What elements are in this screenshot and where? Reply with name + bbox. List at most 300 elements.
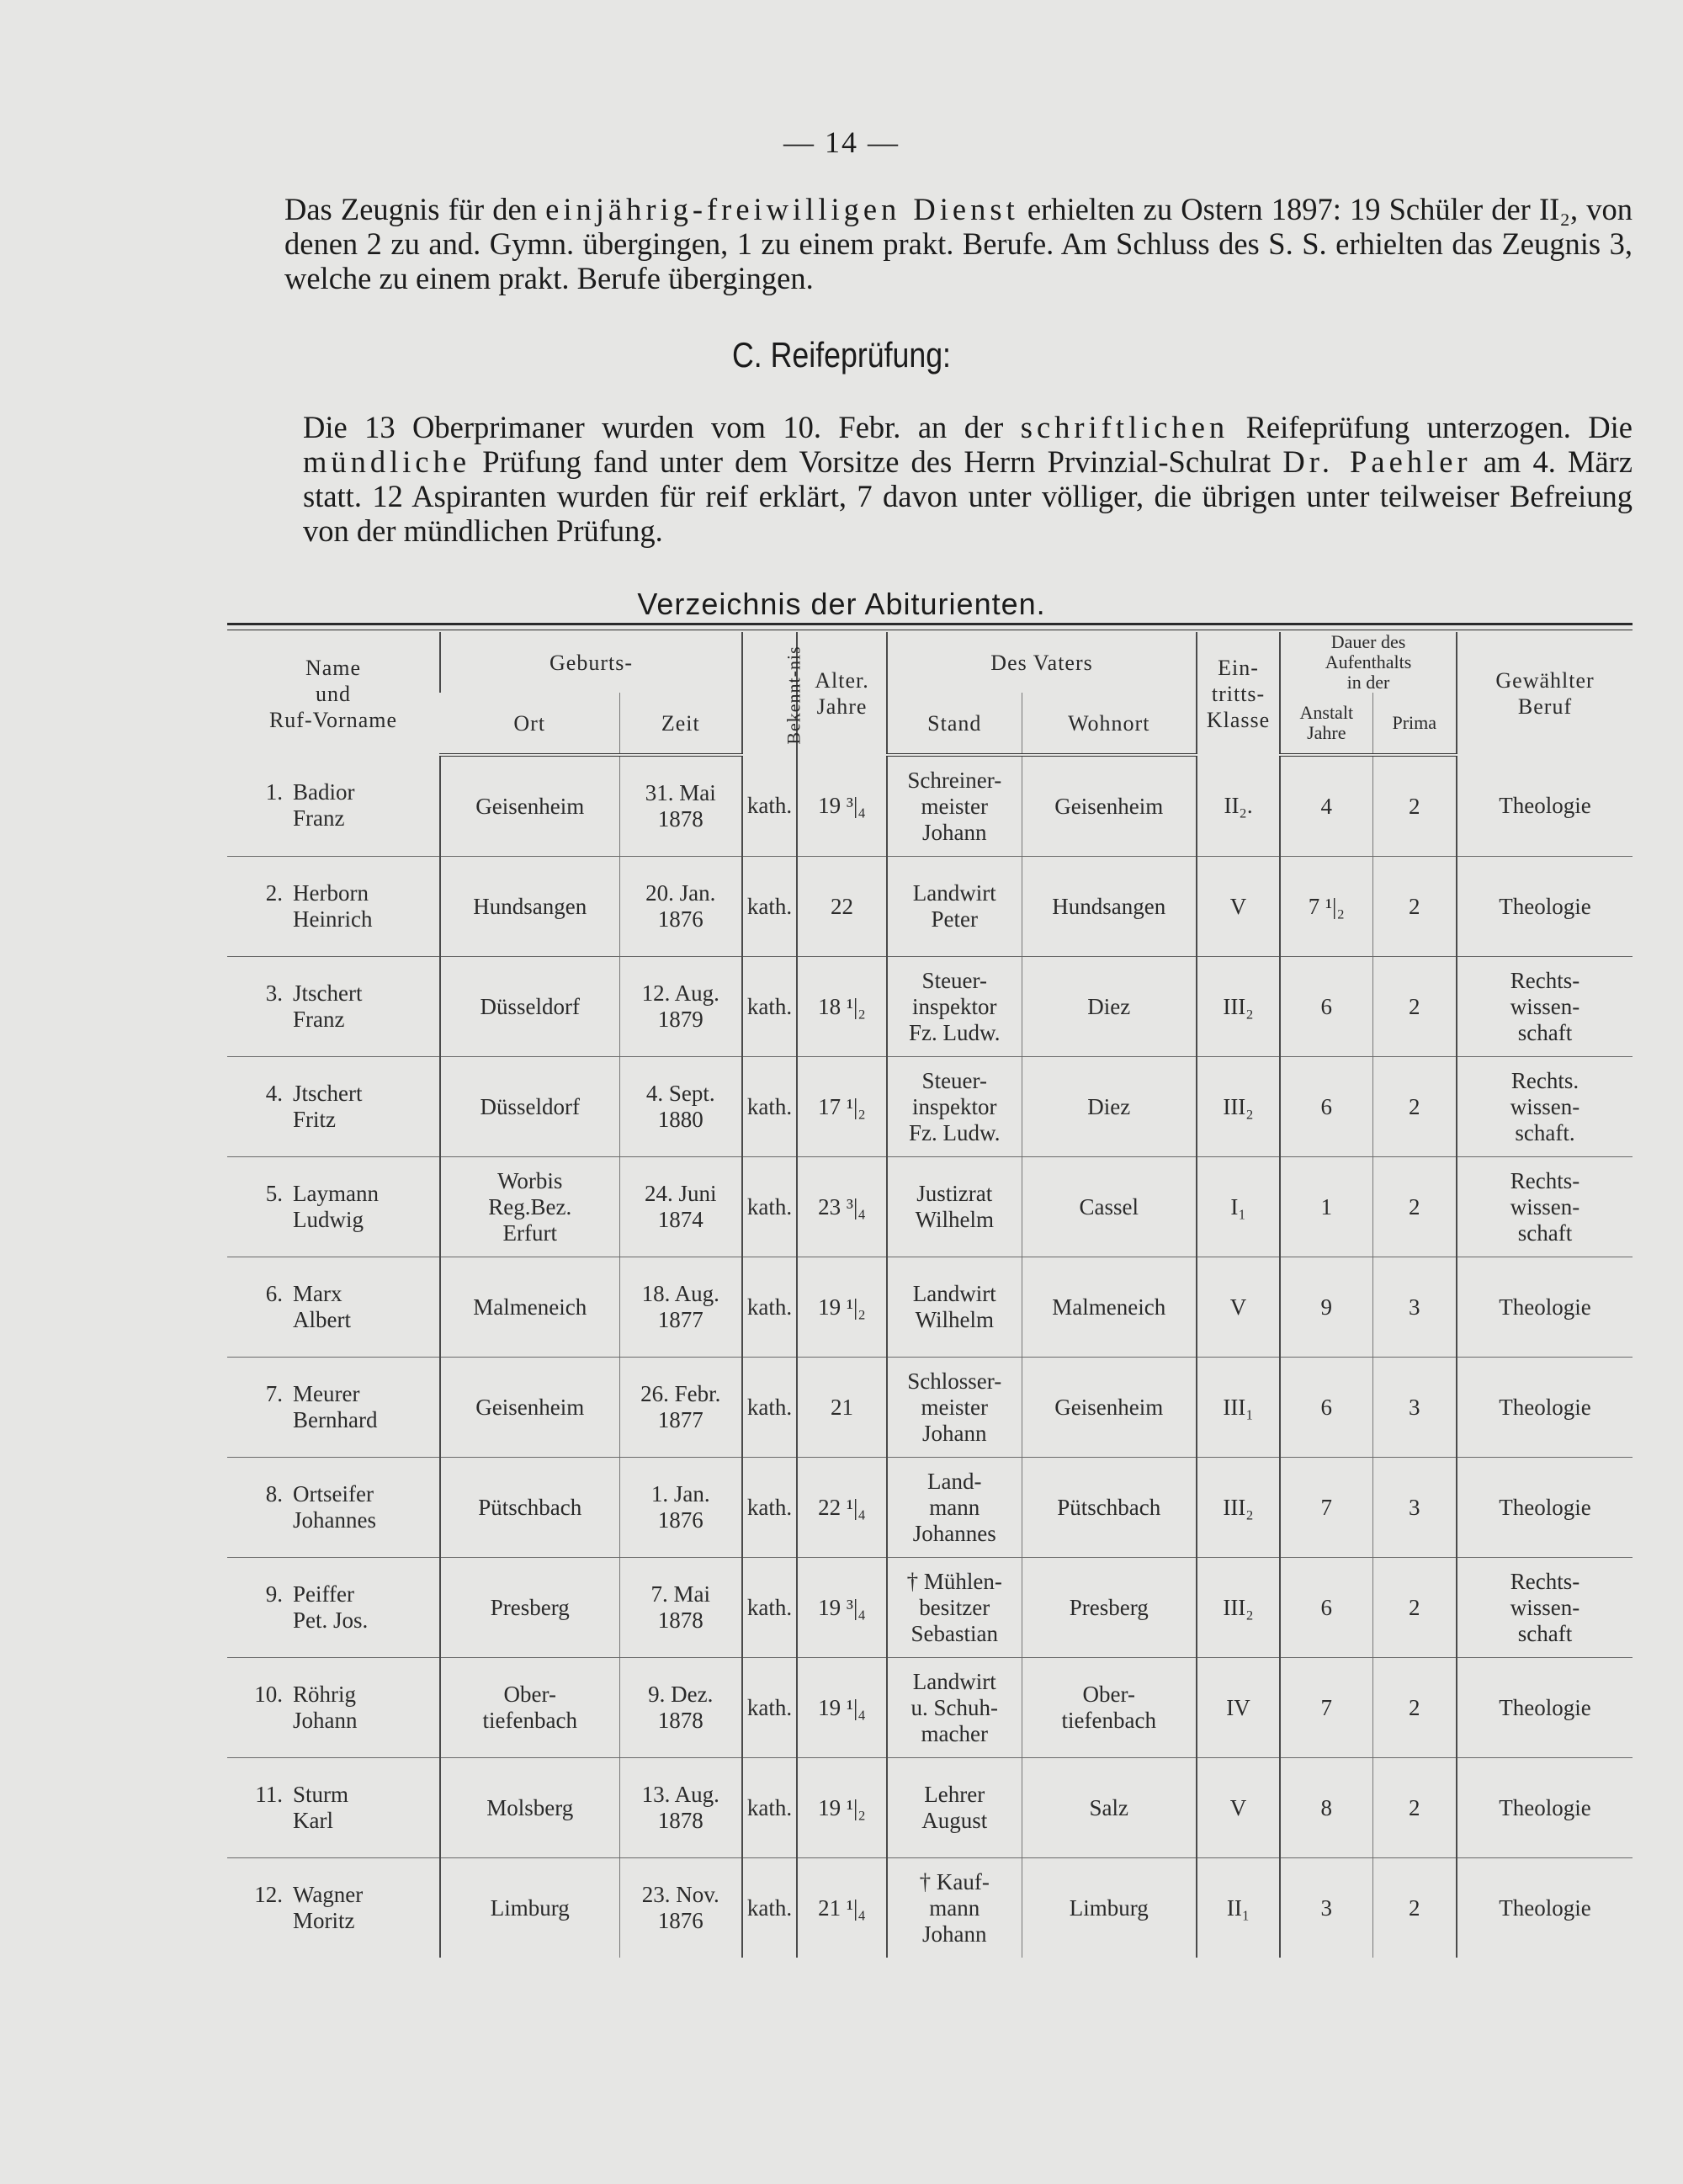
birth-place-line: Molsberg (486, 1794, 574, 1820)
chosen-profession (1457, 1758, 1633, 1858)
father-residence-line: Geisenheim (1054, 793, 1164, 819)
entry-class: V (1197, 1758, 1280, 1858)
intro-text-spaced: einjährig-freiwilligen Dienst (545, 192, 1019, 226)
student-surname: Badior (293, 779, 355, 805)
birth-date (619, 957, 742, 1057)
father-occupation-line: † Kauf- (919, 1868, 990, 1894)
table-row (227, 857, 1633, 957)
father-residence (1022, 957, 1197, 1057)
birth-date (619, 1358, 742, 1458)
birth-place (440, 857, 619, 957)
birth-place (440, 957, 619, 1057)
years-prima: 2 (1372, 1658, 1457, 1758)
father-residence-line: Ober- (1082, 1682, 1135, 1707)
age: 19 ¹|₄ (797, 1658, 887, 1758)
student-surname: Sturm (293, 1782, 349, 1807)
father-residence-line: Hundsangen (1052, 893, 1166, 919)
years-school: 6 (1280, 1558, 1372, 1658)
age: 22 (797, 857, 887, 957)
entry-class: III₂ (1197, 1558, 1280, 1658)
birth-date (619, 1558, 742, 1658)
student-surname: Meurer (293, 1381, 360, 1406)
header-alter (797, 632, 887, 755)
years-school: 6 (1280, 957, 1372, 1057)
birth-date (619, 1057, 742, 1157)
father-residence-line: tiefenbach (1061, 1708, 1156, 1733)
student-number: 7. (265, 1381, 283, 1406)
student-firstname: Johann (293, 1708, 358, 1733)
chosen-profession (1457, 1057, 1633, 1157)
age: 18 ¹|₂ (797, 957, 887, 1057)
chosen-profession (1457, 1157, 1633, 1257)
confession: kath. (742, 957, 797, 1057)
birth-place (440, 1157, 619, 1257)
header-alter-line-1: Alter. (815, 668, 869, 693)
birth-place-line: Düsseldorf (480, 1093, 580, 1119)
student-surname: Jtschert (293, 980, 363, 1006)
father-residence-line: Salz (1089, 1794, 1129, 1820)
exam-text-2: Reifeprüfung unterzogen. Die (1229, 410, 1633, 444)
father-occupation-line: macher (921, 1720, 988, 1746)
student-number: 3. (265, 980, 283, 1006)
birth-place-line: Reg.Bez. (488, 1193, 572, 1220)
birth-date-line: 1878 (657, 1708, 703, 1733)
header-ort: Ort (440, 693, 619, 755)
father-occupation-line: Lehrer (924, 1782, 985, 1807)
birth-date-line: 12. Aug. (641, 980, 719, 1006)
father-occupation (887, 1458, 1022, 1558)
header-stand: Stand (887, 693, 1022, 755)
age: 19 ¹|₂ (797, 1257, 887, 1358)
student-firstname: Pet. Jos. (293, 1607, 369, 1633)
birth-date-line: 7. Mai (650, 1581, 710, 1607)
father-occupation-line: u. Schuh- (911, 1694, 999, 1720)
father-residence (1022, 1858, 1197, 1958)
student-name-cell (227, 1858, 440, 1958)
years-prima: 3 (1372, 1358, 1457, 1458)
student-surname: Ortseifer (293, 1481, 374, 1506)
table-top-rule (227, 623, 1633, 625)
years-prima: 3 (1372, 1257, 1457, 1358)
entry-class: IV (1197, 1658, 1280, 1758)
birth-place-line: Worbis (497, 1167, 563, 1193)
student-name-cell (227, 1558, 440, 1658)
father-residence-line: Geisenheim (1054, 1394, 1164, 1420)
confession: kath. (742, 1157, 797, 1257)
father-residence (1022, 1458, 1197, 1558)
birth-date-line: 1877 (657, 1407, 703, 1432)
birth-date-line: 13. Aug. (641, 1782, 719, 1807)
section-heading: C. Reifeprüfung: (732, 335, 951, 375)
student-firstname: Ludwig (293, 1207, 364, 1232)
student-number: 11. (255, 1782, 283, 1807)
intro-text-a: Das Zeugnis für den (284, 192, 546, 226)
chosen-profession-line: Rechts- (1510, 967, 1580, 993)
confession: kath. (742, 1358, 797, 1458)
chosen-profession-line: Theologie (1499, 1794, 1591, 1820)
chosen-profession (1457, 1558, 1633, 1658)
father-occupation-line: mann (929, 1494, 980, 1520)
student-name-cell (227, 1758, 440, 1858)
chosen-profession (1457, 1458, 1633, 1558)
father-occupation (887, 1558, 1022, 1658)
father-occupation-line: besitzer (919, 1594, 990, 1620)
father-occupation (887, 1758, 1022, 1858)
birth-date-line: 1876 (657, 906, 703, 932)
student-firstname: Heinrich (293, 906, 373, 932)
father-occupation (887, 1858, 1022, 1958)
header-jahre-text: Jahre (1307, 722, 1346, 743)
confession: kath. (742, 755, 797, 857)
student-surname: Röhrig (293, 1682, 357, 1707)
father-residence-line: Pütschbach (1057, 1494, 1161, 1520)
father-occupation-line: Peter (931, 906, 978, 932)
entry-class: III₂ (1197, 957, 1280, 1057)
student-surname: Marx (293, 1281, 342, 1306)
student-number: 6. (265, 1281, 283, 1306)
chosen-profession-line: schaft (1517, 1220, 1573, 1246)
father-occupation-line: Landwirt (912, 1281, 996, 1306)
birth-date (619, 1257, 742, 1358)
chosen-profession-line: wissen- (1510, 1193, 1580, 1220)
father-occupation-line: Steuer- (921, 967, 987, 993)
table-row (227, 1257, 1633, 1358)
header-eintritt (1197, 632, 1280, 755)
student-number: 12. (254, 1882, 283, 1907)
father-occupation-line: Justizrat (916, 1181, 993, 1206)
chosen-profession-line: wissen- (1510, 1594, 1580, 1620)
header-name-line-3: Ruf-Vorname (268, 707, 398, 732)
age: 21 ¹|₄ (797, 1858, 887, 1958)
header-bekenntnis-text: Bekennt-nis (783, 645, 804, 745)
years-prima: 2 (1372, 957, 1457, 1057)
birth-place (440, 1358, 619, 1458)
header-name-line-2: und (316, 681, 351, 706)
years-prima: 2 (1372, 857, 1457, 957)
header-eintritt-line-1: Ein- (1218, 655, 1259, 680)
intro-paragraph (284, 192, 1633, 295)
years-prima: 3 (1372, 1458, 1457, 1558)
father-occupation-line: Wilhelm (915, 1207, 994, 1232)
student-name-cell (227, 857, 440, 957)
birth-date-line: 1877 (657, 1307, 703, 1332)
birth-date (619, 1858, 742, 1958)
confession: kath. (742, 1758, 797, 1858)
birth-date-line: 1. Jan. (650, 1481, 710, 1506)
years-prima: 2 (1372, 1057, 1457, 1157)
table-title: Verzeichnis der Abiturienten. (637, 587, 1046, 621)
header-vater: Des Vaters (887, 632, 1197, 693)
student-firstname: Albert (293, 1307, 351, 1332)
confession: kath. (742, 857, 797, 957)
chosen-profession (1457, 1858, 1633, 1958)
header-bekenntnis (742, 632, 804, 755)
abiturienten-table (227, 632, 1633, 1958)
birth-date-line: 1878 (657, 806, 703, 832)
father-occupation-line: Landwirt (912, 880, 996, 906)
student-number: 8. (265, 1481, 283, 1506)
father-occupation-line: Sebastian (911, 1620, 998, 1646)
header-anstalt-text: Anstalt (1299, 702, 1354, 723)
years-prima: 2 (1372, 1558, 1457, 1658)
birth-place-line: Limburg (490, 1894, 570, 1921)
father-occupation (887, 1157, 1022, 1257)
chosen-profession (1457, 857, 1633, 957)
table-row (227, 1157, 1633, 1257)
father-occupation (887, 857, 1022, 957)
entry-class: I₁ (1197, 1157, 1280, 1257)
student-number: 1. (265, 779, 283, 805)
father-residence-line: Diez (1087, 993, 1131, 1019)
exam-text-4: am 4. März statt. 12 Aspiranten wurden für reif erklärt, 7 davon unter völliger, die übrigen unter teilweiser Befreiung von der mündlichen Prüfung. (303, 444, 1633, 548)
entry-class: III₂ (1197, 1057, 1280, 1157)
header-alter-line-2: Jahre (816, 694, 868, 719)
table-row (227, 1758, 1633, 1858)
birth-place (440, 1858, 619, 1958)
years-school: 3 (1280, 1858, 1372, 1958)
exam-text-2-spaced: mündliche (303, 444, 471, 479)
header-prima: Prima (1372, 693, 1457, 755)
birth-date-line: 1880 (657, 1107, 703, 1132)
father-residence (1022, 1758, 1197, 1858)
entry-class: III₂ (1197, 1458, 1280, 1558)
birth-date-line: 1878 (657, 1607, 703, 1633)
table-row (227, 1057, 1633, 1157)
header-beruf (1457, 632, 1633, 755)
header-name (227, 632, 440, 755)
confession: kath. (742, 1057, 797, 1157)
years-school: 6 (1280, 1057, 1372, 1157)
birth-place-line: Ober- (503, 1682, 556, 1707)
student-firstname: Karl (293, 1808, 333, 1833)
student-surname: Wagner (293, 1882, 364, 1907)
table-row (227, 1858, 1633, 1958)
chosen-profession (1457, 1358, 1633, 1458)
birth-date (619, 1458, 742, 1558)
chosen-profession (1457, 1257, 1633, 1358)
father-occupation-line: Landwirt (912, 1668, 996, 1694)
exam-text-3: Prüfung fand unter dem Vorsitze des Herrn Prvinzial-Schulrat (470, 444, 1283, 479)
student-number: 5. (265, 1181, 283, 1206)
birth-date-line: 26. Febr. (640, 1381, 721, 1406)
student-number: 2. (265, 880, 283, 906)
birth-date-line: 24. Juni (645, 1181, 717, 1206)
student-firstname: Johannes (293, 1507, 376, 1533)
entry-class: II₂. (1197, 755, 1280, 857)
header-anstalt (1280, 693, 1372, 755)
student-firstname: Franz (293, 805, 345, 831)
header-beruf-line-2: Beruf (1517, 694, 1573, 719)
header-dauer-line-3: in der (1346, 672, 1390, 693)
table-row (227, 1458, 1633, 1558)
chosen-profession-line: Theologie (1499, 893, 1591, 919)
student-number: 4. (265, 1081, 283, 1106)
father-occupation-line: Land- (927, 1468, 982, 1494)
entry-class: III₁ (1197, 1358, 1280, 1458)
exam-text-1: Die 13 Oberprimaner wurden vom 10. Febr. an der (303, 410, 1021, 444)
chosen-profession-line: Theologie (1499, 1494, 1591, 1520)
birth-date-line: 1878 (657, 1808, 703, 1833)
birth-date (619, 1658, 742, 1758)
table-row (227, 957, 1633, 1057)
birth-date (619, 755, 742, 857)
birth-place-line: tiefenbach (482, 1708, 577, 1733)
father-occupation-line: Steuer- (921, 1067, 987, 1093)
father-occupation-line: Wilhelm (915, 1307, 994, 1332)
father-residence-line: Presberg (1069, 1594, 1149, 1620)
entry-class: V (1197, 857, 1280, 957)
header-beruf-line-1: Gewählter (1495, 668, 1595, 693)
birth-place-line: Pütschbach (478, 1494, 582, 1520)
header-eintritt-line-3: Klasse (1206, 707, 1271, 732)
years-school: 4 (1280, 755, 1372, 857)
father-residence (1022, 1558, 1197, 1658)
student-name-cell (227, 1157, 440, 1257)
father-occupation-line: Johann (922, 819, 987, 845)
student-name-cell (227, 1358, 440, 1458)
entry-class: II₁ (1197, 1858, 1280, 1958)
chosen-profession-line: schaft (1517, 1620, 1573, 1646)
father-occupation (887, 1358, 1022, 1458)
birth-place-line: Presberg (490, 1594, 570, 1620)
father-occupation (887, 957, 1022, 1057)
student-surname: Laymann (293, 1181, 379, 1206)
father-residence-line: Limburg (1069, 1894, 1149, 1921)
confession: kath. (742, 1558, 797, 1658)
father-occupation-line: meister (921, 793, 988, 819)
table-row (227, 1658, 1633, 1758)
student-name-cell (227, 957, 440, 1057)
student-firstname: Moritz (293, 1908, 355, 1933)
father-occupation (887, 1658, 1022, 1758)
birth-place-line: Malmeneich (473, 1294, 587, 1320)
header-dauer-line-1: Dauer des (1330, 631, 1406, 652)
birth-place-line: Erfurt (502, 1220, 557, 1246)
chosen-profession-line: Theologie (1499, 1294, 1591, 1320)
chosen-profession (1457, 957, 1633, 1057)
birth-date-line: 23. Nov. (641, 1882, 719, 1907)
father-residence (1022, 1257, 1197, 1358)
birth-date-line: 1879 (657, 1007, 703, 1032)
father-residence (1022, 1157, 1197, 1257)
father-occupation-line: meister (921, 1394, 988, 1420)
chosen-profession (1457, 755, 1633, 857)
exam-paragraph (303, 410, 1633, 548)
father-occupation-line: August (921, 1808, 988, 1833)
age: 19 ³|₄ (797, 1558, 887, 1658)
father-residence (1022, 1658, 1197, 1758)
birth-date-line: 20. Jan. (645, 880, 716, 906)
father-occupation-line: Schreiner- (907, 767, 1002, 793)
confession: kath. (742, 1257, 797, 1358)
age: 19 ¹|₂ (797, 1758, 887, 1858)
father-occupation-line: inspektor (912, 1093, 997, 1119)
years-school: 9 (1280, 1257, 1372, 1358)
father-occupation (887, 1257, 1022, 1358)
father-residence-line: Malmeneich (1052, 1294, 1166, 1320)
birth-place-line: Hundsangen (473, 893, 587, 919)
years-prima: 2 (1372, 755, 1457, 857)
chosen-profession-line: Theologie (1499, 1694, 1591, 1720)
years-school: 8 (1280, 1758, 1372, 1858)
header-wohnort: Wohnort (1022, 693, 1197, 755)
birth-place (440, 1458, 619, 1558)
intro-text-b: erhielten zu Ostern 1897: 19 Schüler der II₂, von denen 2 zu and. Gymn. übergingen, 1 zu einem prakt. Berufe. Am Schluss des S. S. erhielten das Zeugnis 3, welche zu einem prakt. Berufe übergingen. (284, 192, 1633, 295)
confession: kath. (742, 1458, 797, 1558)
birth-place (440, 1758, 619, 1858)
confession: kath. (742, 1858, 797, 1958)
table-row (227, 755, 1633, 857)
student-name-cell (227, 1658, 440, 1758)
father-residence (1022, 1057, 1197, 1157)
chosen-profession-line: schaft. (1515, 1119, 1575, 1145)
age: 23 ³|₄ (797, 1157, 887, 1257)
student-number: 9. (265, 1581, 283, 1607)
father-occupation-line: Johann (922, 1420, 987, 1446)
student-name-cell (227, 1458, 440, 1558)
birth-date (619, 1758, 742, 1858)
chosen-profession-line: Rechts- (1510, 1568, 1580, 1594)
birth-place-line: Geisenheim (475, 1394, 585, 1420)
student-name-cell (227, 1057, 440, 1157)
age: 22 ¹|₄ (797, 1458, 887, 1558)
birth-date-line: 1876 (657, 1908, 703, 1933)
father-occupation-line: † Mühlen- (906, 1568, 1002, 1594)
header-zeit: Zeit (619, 693, 742, 755)
father-occupation-line: Johann (922, 1921, 987, 1947)
header-row-top (227, 632, 1633, 693)
father-residence (1022, 857, 1197, 957)
father-occupation (887, 755, 1022, 857)
father-residence-line: Cassel (1079, 1193, 1139, 1220)
birth-date (619, 1157, 742, 1257)
student-number: 10. (254, 1682, 283, 1707)
student-rows (227, 755, 1633, 1958)
father-residence-line: Diez (1087, 1093, 1131, 1119)
years-school: 7 (1280, 1458, 1372, 1558)
age: 19 ³|₄ (797, 755, 887, 857)
birth-date-line: 4. Sept. (645, 1081, 715, 1106)
birth-date-line: 31. Mai (645, 780, 716, 805)
header-name-line-1: Name (305, 655, 362, 680)
birth-date-line: 18. Aug. (641, 1281, 719, 1306)
table-row (227, 1558, 1633, 1658)
confession: kath. (742, 1658, 797, 1758)
header-dauer (1280, 632, 1457, 693)
birth-date (619, 857, 742, 957)
entry-class: V (1197, 1257, 1280, 1358)
chosen-profession-line: Theologie (1499, 792, 1591, 818)
years-school: 7 (1280, 1658, 1372, 1758)
birth-date-line: 1876 (657, 1507, 703, 1533)
birth-date-line: 1874 (657, 1207, 703, 1232)
father-occupation-line: Schlosser- (907, 1368, 1002, 1394)
father-occupation (887, 1057, 1022, 1157)
chosen-profession-line: Theologie (1499, 1394, 1591, 1420)
chosen-profession (1457, 1658, 1633, 1758)
birth-place (440, 1658, 619, 1758)
chosen-profession-line: wissen- (1510, 993, 1580, 1019)
exam-text-1-spaced: schriftlichen (1020, 410, 1229, 444)
father-occupation-line: Johannes (912, 1520, 996, 1546)
student-surname: Peiffer (293, 1581, 354, 1607)
header-dauer-line-2: Aufenthalts (1325, 651, 1412, 672)
father-occupation-line: inspektor (912, 993, 997, 1019)
birth-place (440, 755, 619, 857)
years-school: 6 (1280, 1358, 1372, 1458)
table-row (227, 1358, 1633, 1458)
student-firstname: Fritz (293, 1107, 336, 1132)
